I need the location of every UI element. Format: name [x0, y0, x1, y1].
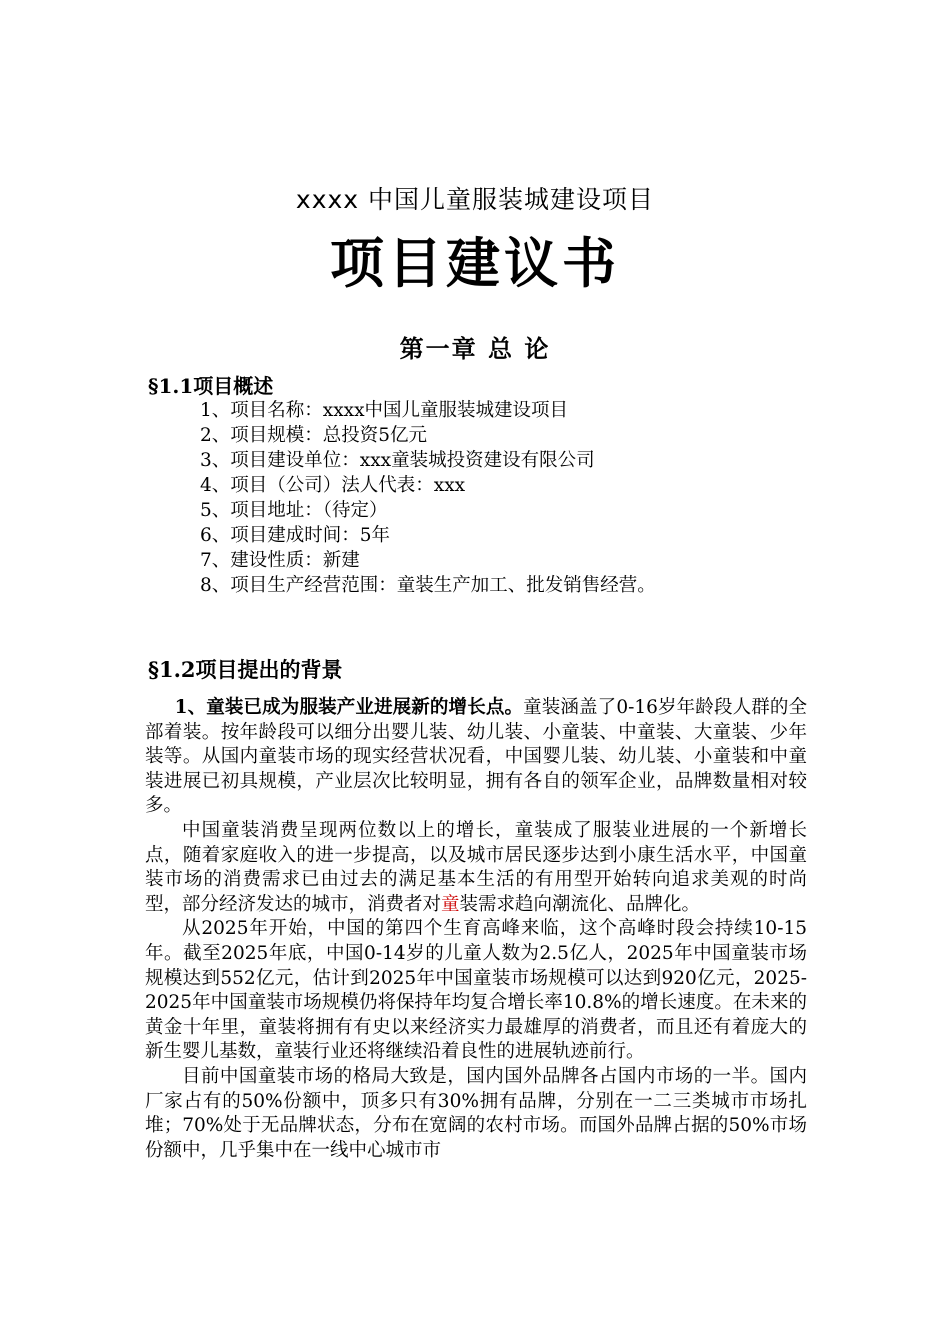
paragraph-lead-bold: 1、童装已成为服装产业进展新的增长点。: [174, 697, 524, 718]
list-item: 1、项目名称：xxxx中国儿童服装城建设项目: [200, 400, 569, 421]
section-heading-background: §1.2项目提出的背景: [148, 657, 343, 682]
list-item: 6、项目建成时间：5年: [200, 525, 391, 546]
project-overview-list: [200, 398, 656, 598]
background-body: [145, 696, 807, 1163]
paragraph-text: 装需求趋向潮流化、品牌化。: [459, 893, 701, 915]
document-title: 项目建议书: [330, 232, 620, 295]
chapter-heading: 第一章 总 论: [399, 334, 551, 363]
section-heading-overview: §1.1项目概述: [148, 374, 274, 398]
list-item: 5、项目地址：（待定）: [200, 500, 388, 521]
list-item: 4、项目（公司）法人代表：xxx: [200, 475, 466, 496]
paragraph: [145, 696, 807, 819]
list-item: 3、项目建设单位：xxx童装城投资建设有限公司: [200, 450, 595, 471]
paragraph: [145, 819, 807, 917]
project-subtitle: xxxx 中国儿童服装城建设项目: [295, 185, 655, 214]
list-item: 2、项目规模：总投资5亿元: [200, 425, 428, 446]
paragraph: 目前中国童装市场的格局大致是，国内国外品牌各占国内市场的一半。国内厂家占有的50%份额中，顶多只有30%拥有品牌，分别在一二三类城市市场扎堆；70%处于无品牌状态，分布在宽阔的农村市场。而国外品牌占据的50%市场份额中，几乎集中在一线中心城市市: [145, 1065, 807, 1161]
highlighted-char: 童: [441, 893, 460, 915]
list-item: 8、项目生产经营范围：童装生产加工、批发销售经营。: [200, 575, 656, 596]
paragraph-text: 童装涵盖了0-16岁年龄段人群的全部着装。按年龄段可以细分出婴儿装、幼儿装、小童装、中童装、大童装、少年装等。从国内童装市场的现实经营状况看，中国婴儿装、幼儿装、小童装和中童装进展已初具规模，产业层次比较明显，拥有各自的领军企业，品牌数量相对较多。: [145, 697, 807, 817]
paragraph-text: 中国童装消费呈现两位数以上的增长，童装成了服装业进展的一个新增长点，随着家庭收入的进一步提高，以及城市居民逐步达到小康生活水平，中国童装市场的消费需求已由过去的满足基本生活的有用型开始转向追求美观的时尚型，部分经济发达的城市，消费者对: [145, 819, 807, 915]
paragraph: 从2025年开始，中国的第四个生育高峰来临，这个高峰时段会持续10-15年。截至2025年底，中国0-14岁的儿童人数为2.5亿人，2025年中国童装市场规模达到552亿元，估计到2025年中国童装市场规模可以达到920亿元，2025-2025年中国童装市场规模仍将保持年均复合增长率10.8%的增长速度。在未来的黄金十年里，童装将拥有有史以来经济实力最雄厚的消费者，而且还有着庞大的新生婴儿基数，童装行业还将继续沿着良性的进展轨迹前行。: [145, 918, 807, 1063]
list-item: 7、建设性质：新建: [200, 550, 360, 571]
